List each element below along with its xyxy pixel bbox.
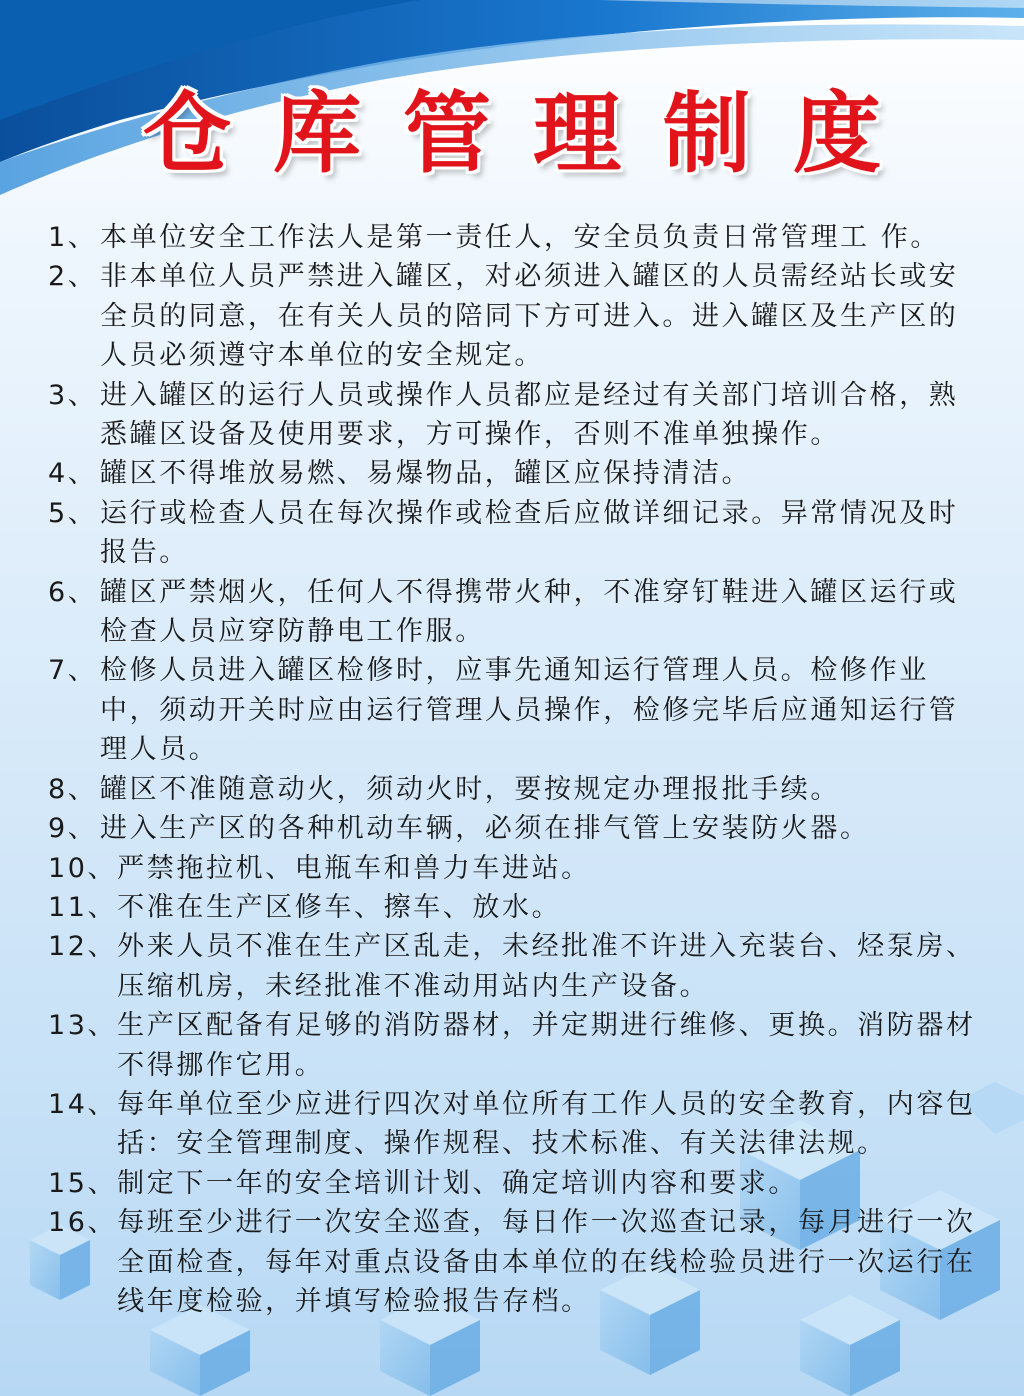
rule-number: 3、 — [48, 379, 98, 411]
rules-list — [48, 218, 978, 1321]
rule-number: 1、 — [48, 222, 98, 253]
rule-text: 制定下一年的安全培训计划、确定培训内容和要求。 — [117, 1167, 798, 1199]
rule-item — [48, 573, 978, 652]
rule-text: 严禁拖拉机、电瓶车和兽力车进站。 — [117, 852, 591, 884]
rule-number: 14、 — [48, 1088, 118, 1120]
rule-text: 进入罐区的运行人员或操作人员都应是经过有关部门培训合格，熟悉罐区设备及使用要求，方可操作，否则不准单独操作。 — [100, 379, 959, 451]
rule-text: 罐区不准随意动火，须动火时，要按规定办理报批手续。 — [100, 773, 840, 805]
rule-number: 15、 — [48, 1167, 118, 1199]
rule-item — [48, 651, 978, 769]
rule-item — [48, 1006, 978, 1085]
rule-number: 10、 — [48, 852, 118, 884]
rule-number: 12、 — [48, 931, 118, 963]
rule-item — [48, 454, 978, 493]
rule-number: 9、 — [48, 813, 98, 845]
rule-item — [48, 809, 978, 848]
rule-text: 生产区配备有足够的消防器材，并定期进行维修、更换。消防器材不得挪作它用。 — [117, 1010, 976, 1081]
rule-number: 2、 — [48, 261, 98, 293]
rule-number: 6、 — [48, 576, 98, 608]
rule-item — [48, 927, 978, 1006]
rule-text: 每年单位至少应进行四次对单位所有工作人员的安全教育，内容包括：安全管理制度、操作规程、技术标准、有关法律法规。 — [117, 1088, 976, 1160]
rule-text: 外来人员不准在生产区乱走，未经批准不许进入充装台、烃泵房、压缩机房，未经批准不准动用站内生产设备。 — [117, 931, 976, 1002]
rule-number: 13、 — [48, 1010, 118, 1042]
page-title: 仓库管理制度 — [142, 81, 923, 185]
rule-text: 检修人员进入罐区检修时，应事先通知运行管理人员。检修作业中，须动开关时应由运行管理人员操作，检修完毕后应通知运行管理人员。 — [100, 655, 959, 766]
rule-number: 8、 — [48, 773, 98, 805]
rule-text: 罐区不得堆放易燃、易爆物品，罐区应保持清洁。 — [100, 458, 752, 490]
rule-item — [48, 218, 978, 257]
rule-text: 运行或检查人员在每次操作或检查后应做详细记录。异常情况及时报告。 — [100, 497, 959, 569]
rule-item — [48, 1085, 978, 1164]
rule-item — [48, 1164, 978, 1203]
rule-item — [48, 494, 978, 573]
rule-item — [48, 257, 978, 375]
rule-item — [48, 888, 978, 927]
rule-text: 非本单位人员严禁进入罐区，对必须进入罐区的人员需经站长或安全员的同意，在有关人员的陪同下方可进入。进入罐区及生产区的人员必须遵守本单位的安全规定。 — [100, 261, 959, 372]
rule-text: 每班至少进行一次安全巡查，每日作一次巡查记录，每月进行一次全面检查，每年对重点设备由本单位的在线检验员进行一次运行在线年度检验，并填写检验报告存档。 — [117, 1207, 976, 1317]
rule-number: 7、 — [48, 655, 98, 687]
rule-number: 16、 — [48, 1207, 118, 1239]
rule-item — [48, 849, 978, 888]
rule-number: 11、 — [48, 891, 118, 923]
rule-number: 5、 — [48, 497, 98, 529]
rule-item — [48, 376, 978, 455]
rule-number: 4、 — [48, 458, 98, 490]
rule-text: 本单位安全工作法人是第一责任人，安全员负责日常管理工 作。 — [100, 222, 940, 253]
rule-item — [48, 1203, 978, 1321]
rule-item — [48, 770, 978, 809]
rule-text: 不准在生产区修车、擦车、放水。 — [117, 891, 562, 923]
rule-text: 罐区严禁烟火，任何人不得携带火种，不准穿钉鞋进入罐区运行或检查人员应穿防静电工作服。 — [100, 576, 959, 648]
rule-text: 进入生产区的各种机动车辆，必须在排气管上安装防火器。 — [100, 813, 870, 845]
